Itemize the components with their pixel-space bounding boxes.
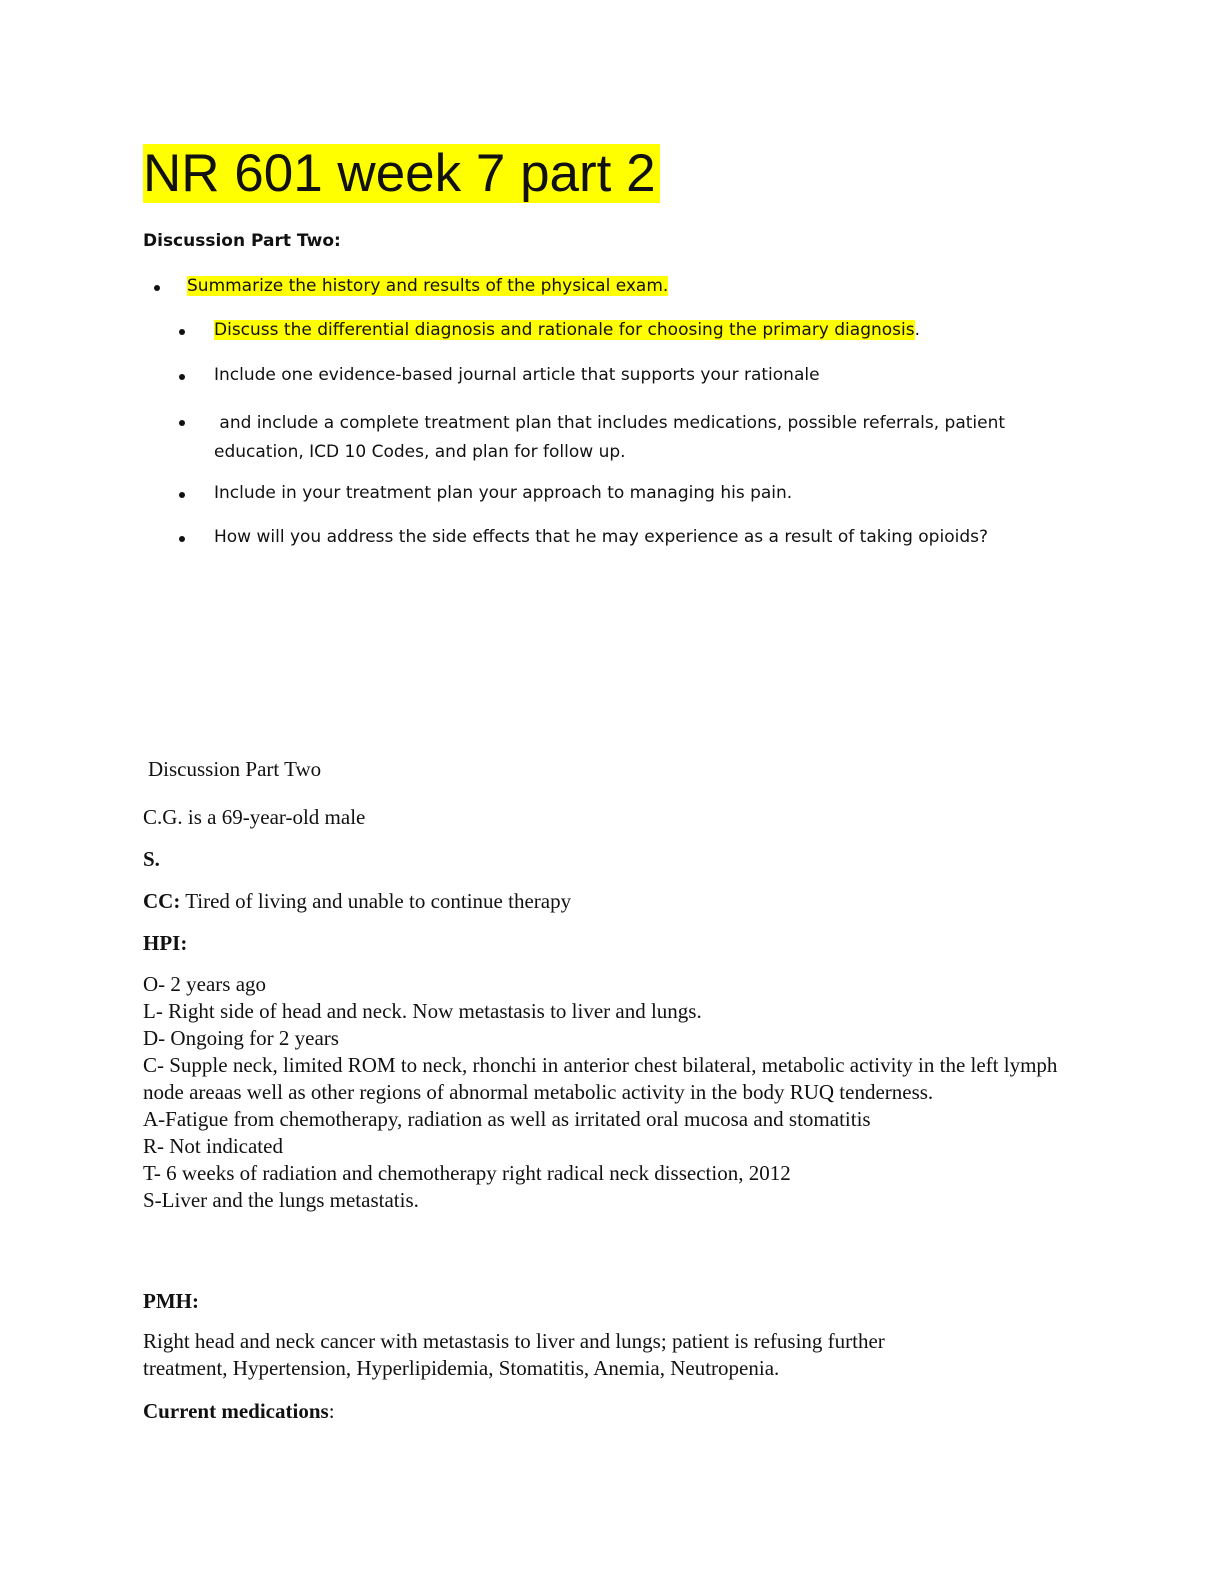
instruction-text: How will you address the side effects that he may experience as a result of taking opioids? [214, 527, 988, 547]
bullet-dot [179, 374, 185, 380]
section-heading: Discussion Part Two [148, 757, 322, 781]
hpi-line-treatment: T- 6 weeks of radiation and chemotherapy right radical neck dissection, 2012 [143, 1161, 791, 1185]
cc-text: Tired of living and unable to continue therapy [180, 889, 572, 913]
bullet-dot [179, 492, 185, 498]
instruction-bullet [214, 365, 820, 385]
hpi-line-relieving: R- Not indicated [143, 1134, 283, 1158]
chief-complaint [143, 888, 571, 915]
instruction-bullet [214, 320, 920, 340]
instruction-bullet [214, 527, 988, 547]
hpi-line-onset: O- 2 years ago [143, 972, 267, 996]
bullet-dot [154, 285, 160, 291]
title-highlight: NR 601 week 7 part 2 [143, 144, 660, 203]
bullet-dot [179, 536, 185, 542]
meds-colon: : [328, 1399, 335, 1423]
subjective-label-text: S. [143, 847, 160, 871]
hpi-label [143, 930, 187, 957]
hpi-line-severity: S-Liver and the lungs metastatis. [143, 1188, 419, 1212]
instruction-text-line1: and include a complete treatment plan that includes medications, possible referrals, patient [214, 413, 1006, 433]
instruction-text-line2: education, ICD 10 Codes, and plan for follow up. [214, 442, 626, 462]
pmh-text-line2: treatment, Hypertension, Hyperlipidemia, Stomatitis, Anemia, Neutropenia. [143, 1356, 780, 1380]
pmh-label [143, 1288, 199, 1315]
pmh-label-text: PMH: [143, 1289, 199, 1313]
bullet-dot [179, 329, 185, 335]
hpi-line-location: L- Right side of head and neck. Now metastasis to liver and lungs. [143, 999, 702, 1023]
instruction-bullet [214, 483, 792, 503]
instruction-bullet [187, 276, 668, 296]
current-medications-label [143, 1398, 335, 1425]
patient-intro: C.G. is a 69-year-old male [143, 805, 366, 829]
hpi-line-characteristics: C- Supple neck, limited ROM to neck, rhonchi in anterior chest bilateral, metabolic activity in the left lymph node areaas well as other regions of abnormal metabolic activity in the body RUQ tenderness. [143, 1053, 1058, 1104]
instruction-text: Discuss the differential diagnosis and rationale for choosing the primary diagnosis [214, 320, 915, 340]
bullet-dot [179, 420, 185, 426]
hpi-list [143, 971, 1083, 1214]
document-title [143, 140, 660, 208]
instruction-text: Include one evidence-based journal article that supports your rationale [214, 365, 820, 385]
instructions-heading: Discussion Part Two: [143, 231, 341, 251]
instruction-bullet [214, 409, 1005, 467]
period: . [914, 320, 921, 340]
hpi-line-aggravating: A-Fatigue from chemotherapy, radiation as well as irritated oral mucosa and stomatitis [143, 1107, 871, 1131]
subjective-label [143, 846, 160, 873]
instruction-text: Include in your treatment plan your approach to managing his pain. [214, 483, 793, 503]
instruction-text: Summarize the history and results of the physical exam. [187, 276, 669, 296]
hpi-label-text: HPI: [143, 931, 188, 955]
meds-label-text: Current medications [143, 1399, 329, 1423]
pmh-text-line1: Right head and neck cancer with metastasis to liver and lungs; patient is refusing further [143, 1329, 885, 1353]
hpi-line-duration: D- Ongoing for 2 years [143, 1026, 339, 1050]
cc-label: CC: [143, 889, 181, 913]
